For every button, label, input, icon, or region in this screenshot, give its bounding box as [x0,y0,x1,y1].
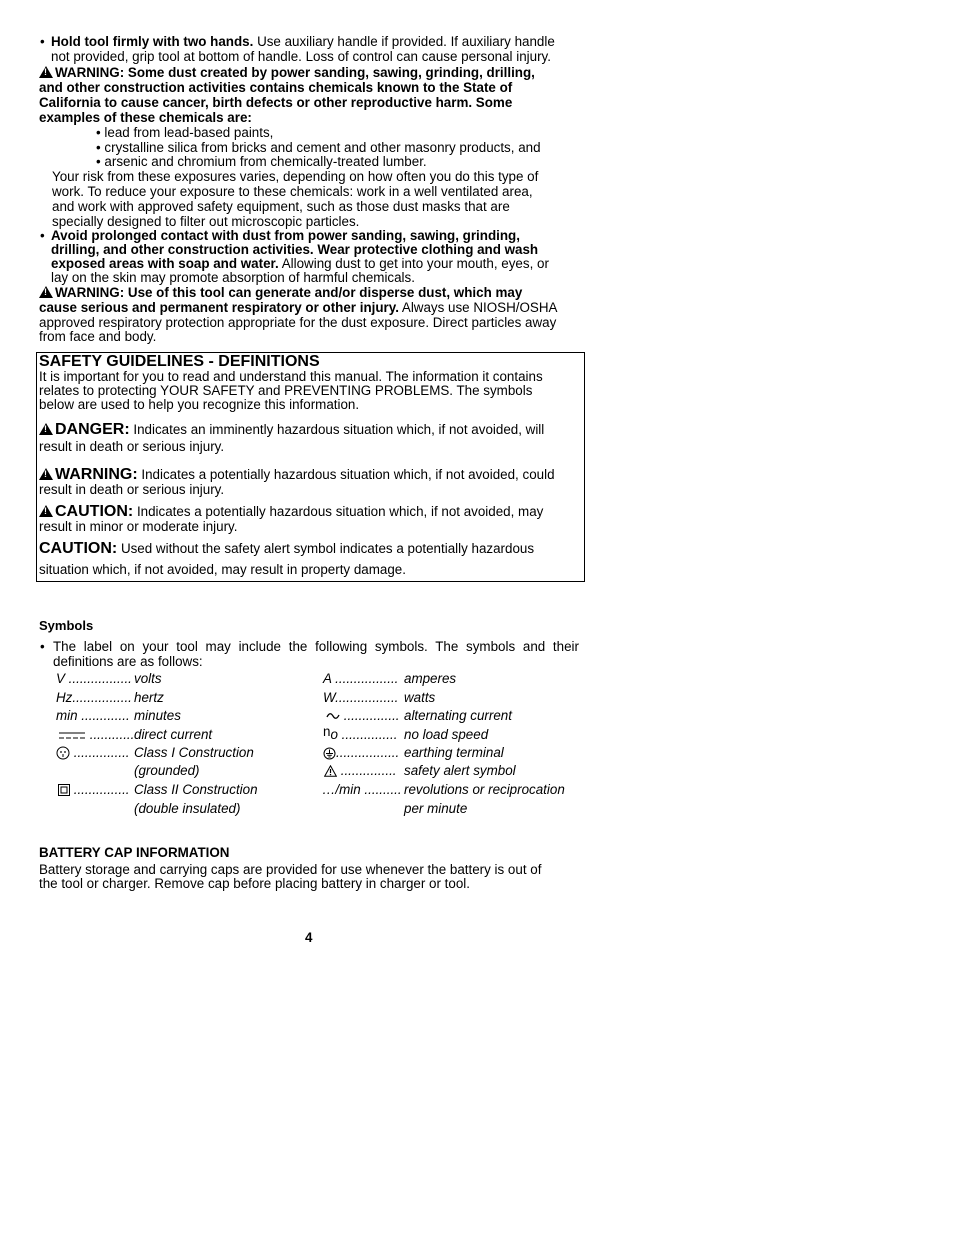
symbol-watts: W................. [323,690,399,705]
list-item: • arsenic and chromium from chemically-treated lumber. [96,154,427,169]
symbol-no-load-speed: no ............... [323,724,398,742]
paragraph-line: not provided, grip tool at bottom of handle. Loss of control can cause personal injury. [51,49,551,64]
intro-line: relates to protecting YOUR SAFETY and PREVENTING PROBLEMS. The symbols [39,383,533,398]
symbol-def: no load speed [404,727,489,742]
bullet: • [40,639,45,654]
symbol-def: amperes [404,671,457,686]
symbol-def: (grounded) [134,763,200,778]
caution-property-text: situation which, if not avoided, may result in property damage. [39,562,406,577]
symbol-def: revolutions or reciprocation [404,782,565,797]
symbols-intro: definitions are as follows: [53,654,203,669]
symbol-def: minutes [134,708,181,723]
symbol-safety-alert: ............... [324,763,397,778]
symbol-minutes: min ............. [56,708,130,723]
warning-triangle-icon [39,286,53,298]
symbol-def: direct current [134,727,213,742]
avoid-line1: Avoid prolonged contact with dust from power sanding, sawing, grinding, [51,228,520,243]
symbol-def: hertz [134,690,164,705]
symbol-def: earthing terminal [404,745,504,760]
symbol-def: per minute [404,801,468,816]
warning-respiratory-line2: cause serious and permanent respiratory or other injury. Always use NIOSH/OSHA [39,300,558,315]
danger-definition: !DANGER: Indicates an imminently hazardous situation which, if not avoided, will [39,423,544,438]
bullet: • [40,228,45,243]
warning-respiratory-line1: !WARNING: Use of this tool can generate and/or disperse dust, which may [39,286,522,301]
section-title: SAFETY GUIDELINES - DEFINITIONS [39,353,320,370]
risk-line: Your risk from these exposures varies, depending on how often you do this type of [52,169,539,184]
warning-dust-line3: California to cause cancer, birth defects or other reproductive harm. Some [39,95,513,110]
warning-text: result in death or serious injury. [39,482,225,497]
paragraph-hold-tool: Hold tool firmly with two hands. Use auxiliary handle if provided. If auxiliary handle [51,34,555,49]
symbol-def: Class I Construction [134,745,254,760]
symbol-class2: ............... [58,782,130,797]
avoid-line2: drilling, and other construction activities. Wear protective clothing and wash [51,242,539,257]
symbol-def: Class II Construction [134,782,258,797]
symbol-hertz: Hz................ [56,690,132,705]
symbol-def: watts [404,690,436,705]
bullet: • [40,34,45,49]
risk-line: specially designed to filter out microscopic particles. [52,214,360,229]
warning-triangle-icon [39,505,53,517]
alternating-current-icon [326,711,340,721]
battery-line: the tool or charger. Remove cap before placing battery in charger or tool. [39,876,470,891]
symbol-def: (double insulated) [134,801,241,816]
symbol-amperes: A ................. [323,671,399,686]
symbol-def: safety alert symbol [404,763,516,778]
symbol-volts: V ................. [56,671,132,686]
symbol-direct-current: ............ [58,727,134,742]
symbol-def: alternating current [404,708,512,723]
class-two-construction-icon [58,784,70,796]
intro-line: below are used to help you recognize this information. [39,397,360,412]
warning-dust-line4: examples of these chemicals are: [39,110,252,125]
battery-line: Battery storage and carrying caps are provided for use whenever the battery is out of [39,862,542,877]
direct-current-icon [58,730,86,740]
warning-respiratory-line4: from face and body. [39,329,157,344]
avoid-line4: lay on the skin may promote absorption of harmful chemicals. [51,270,415,285]
avoid-line3: exposed areas with soap and water. Allowing dust to get into your mouth, eyes, or [51,256,549,271]
warning-triangle-icon [39,423,53,435]
danger-text: result in death or serious injury. [39,439,225,454]
list-item: • lead from lead-based paints, [96,125,274,140]
symbol-earthing: ................. [323,745,399,760]
warning-triangle-icon [39,468,53,480]
risk-line: and work with approved safety equipment, such as those dust masks that are [52,199,510,214]
warning-triangle-icon [39,66,53,78]
symbol-alternating-current: ............... [326,708,400,723]
symbols-intro: The label on your tool may include the following symbols. The symbols and their [53,639,579,654]
class-one-construction-icon [56,746,70,760]
page-number: 4 [305,930,313,945]
earthing-terminal-icon [323,747,336,760]
safety-alert-icon [324,765,337,777]
caution-text: result in minor or moderate injury. [39,519,238,534]
battery-heading: BATTERY CAP INFORMATION [39,845,230,860]
caution-property-definition: CAUTION: Used without the safety alert symbol indicates a potentially hazardous [39,540,535,557]
symbol-def: volts [134,671,162,686]
warning-dust-line1: !WARNING: Some dust created by power sanding, sawing, grinding, drilling, [39,66,535,81]
symbols-heading: Symbols [39,618,94,633]
list-item: • crystalline silica from bricks and cement and other masonry products, and [96,140,541,155]
warning-respiratory-line3: approved respiratory protection appropriate for the dust exposure. Direct particles away [39,315,557,330]
risk-line: work. To reduce your exposure to these chemicals: work in a well ventilated area, [52,184,533,199]
caution-definition: !CAUTION: Indicates a potentially hazardous situation which, if not avoided, may [39,505,543,520]
symbol-per-minute: …/min .......... [322,782,402,797]
symbol-class1: ............... [56,745,130,760]
warning-definition: !WARNING: Indicates a potentially hazardous situation which, if not avoided, could [39,468,555,483]
intro-line: It is important for you to read and understand this manual. The information it contains [39,369,543,384]
warning-dust-line2: and other construction activities contains chemicals known to the State of [39,80,513,95]
